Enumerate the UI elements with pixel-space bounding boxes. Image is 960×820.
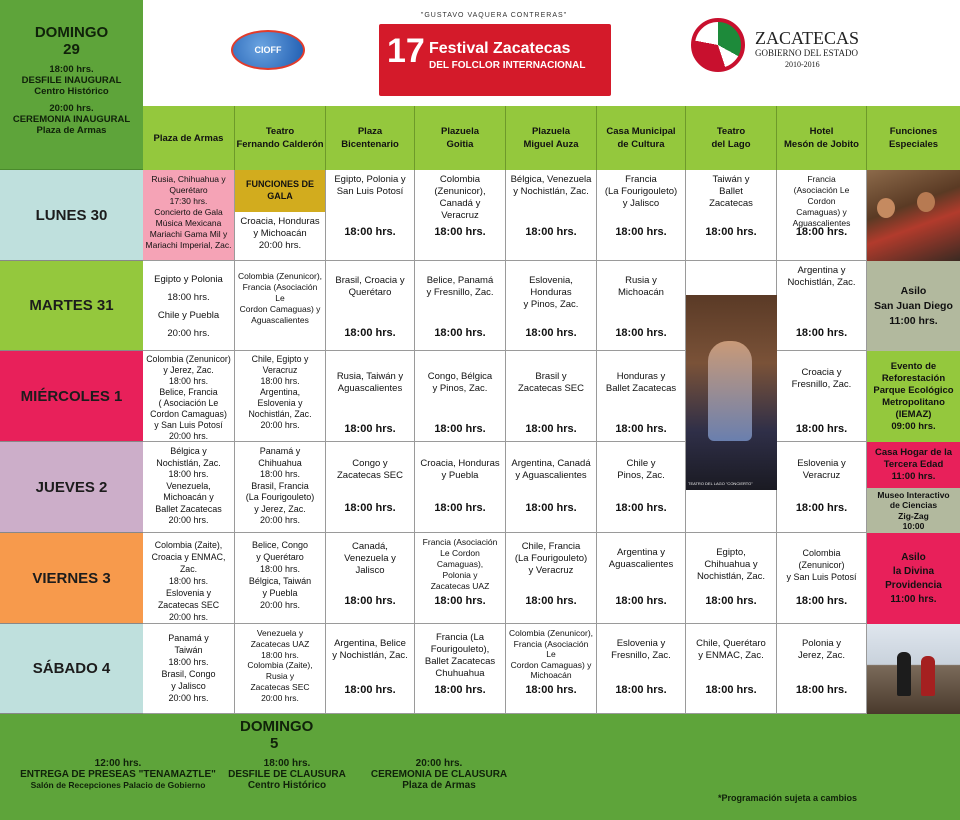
miercoles-bicentenario: [326, 351, 415, 442]
cell-text: Rusia y Michoacán: [618, 275, 664, 298]
lunes-goitia: [415, 170, 506, 261]
cell-hour: 18:00 hrs.: [615, 226, 667, 238]
cell-text: Rusia, Taiwán y Aguascalientes: [336, 371, 404, 394]
miercoles-plaza-armas: [143, 351, 235, 442]
jueves-bicentenario: [326, 442, 415, 533]
cell-text: Bélgica y Nochistlán, Zac. 18:00 hrs. Venezuela, Michoacán y Ballet Zacatecas 20:00 hrs.: [155, 446, 222, 525]
cell-text: Polonia y Jerez, Zac.: [798, 638, 845, 661]
cell-text: Eslovenia y Veracruz: [797, 458, 846, 481]
dancers-photo-bottom: [867, 624, 960, 714]
cell-text: Colombia (Zenunicor) y Jerez, Zac. 18:00 hrs. Belice, Francia ( Asociación Le Cordon Camaguas) y San Luis Potosí 20:00 hrs.: [146, 354, 231, 441]
cell-text: Congo, Bélgica y Pinos, Zac.: [427, 371, 493, 394]
cell-hour: 18:00 hrs.: [525, 684, 577, 696]
cell-text: Canadá, Venezuela y Jalisco: [344, 541, 396, 576]
sabado-casa-cultura: [597, 624, 686, 714]
cell-text: Francia (Asociación Le Cordon Camaguas), Polonia y Zacatecas UAZ: [422, 537, 498, 591]
event-preseas: [4, 758, 232, 790]
lunes-meson-jobito: [777, 170, 867, 261]
cioff-logo: [231, 30, 305, 70]
cell-text: Honduras y Ballet Zacatecas: [605, 371, 677, 394]
cell-hour: 18:00 hrs.: [615, 423, 667, 435]
cell-text: Belice, Congo y Querétaro 18:00 hrs. Bélgica, Taiwán y Puebla 20:00 hrs.: [248, 540, 312, 610]
cell-text: Argentina y Aguascalientes: [608, 547, 674, 570]
dancers-photo-top: [867, 170, 960, 261]
domingo-5-block: [0, 714, 960, 820]
sabado-goitia: [415, 624, 506, 714]
cell-hour: 18:00 hrs.: [795, 226, 848, 238]
cell-hour: 18:00 hrs.: [615, 684, 667, 696]
cell-text: Francia (La Fourigouleto) y Jalisco: [604, 174, 678, 209]
day-martes: MARTES 31: [0, 261, 143, 351]
event-preseas-time: 12:00 hrs.: [94, 758, 142, 769]
cell-text: Argentina, Canadá y Aguascalientes: [511, 458, 591, 481]
lunes-casa-cultura: [597, 170, 686, 261]
cell-hour: 18:00 hrs.: [525, 502, 577, 514]
special-jueves-b: Museo Interactivo de Ciencias Zig-Zag 10:00: [867, 488, 960, 533]
sabado-teatro-lago: [686, 624, 777, 714]
domingo-29-place1: Centro Histórico: [34, 86, 109, 97]
sabado-meson-jobito: [777, 624, 867, 714]
day-jueves: JUEVES 2: [0, 442, 143, 533]
cell-hour: 18:00 hrs.: [615, 595, 667, 607]
zacatecas-title: ZACATECAS: [755, 28, 860, 48]
domingo-29-time2: 20:00 hrs.: [49, 103, 94, 114]
special-jueves-a: Casa Hogar de la Tercera Edad 11:00 hrs.: [867, 442, 960, 488]
jueves-goitia: [415, 442, 506, 533]
domingo-5-num: 5: [270, 735, 279, 752]
festival-subtitle: DEL FOLCLOR INTERNACIONAL: [429, 60, 586, 71]
cell-text: Colombia (Zenunicor), Francia (Asociación Le Cordon Camaguas) y Michoacán: [508, 628, 594, 680]
cell-hour: 18:00 hrs.: [434, 595, 486, 607]
cell-text: Croacia, Honduras y Puebla: [420, 458, 500, 481]
cell-hour: 18:00 hrs.: [795, 595, 848, 607]
col-casa-cultura: Casa Municipal de Cultura: [597, 106, 686, 170]
cell-hour: 18:00 hrs.: [344, 502, 396, 514]
cell-hour: 18:00 hrs.: [344, 226, 396, 238]
jueves-auza: [506, 442, 597, 533]
event-preseas-place: Salón de Recepciones Palacio de Gobierno: [30, 780, 206, 790]
martes-teatro-calderon: [235, 261, 326, 351]
cell-text: Panamá y Taiwán 18:00 hrs. Brasil, Congo y Jalisco 20:00 hrs.: [161, 633, 216, 703]
cell-hour: 18:00 hrs.: [434, 226, 486, 238]
cell-hour: 18:00 hrs.: [344, 327, 396, 339]
cell-hour: 18:00 hrs.: [705, 595, 757, 607]
viernes-bicentenario: [326, 533, 415, 624]
cell-text: Francia (La Fourigouleto), Ballet Zacatecas Chuhuahua: [424, 632, 496, 679]
martes-bicentenario: [326, 261, 415, 351]
dancer-face-icon: [917, 192, 935, 212]
day-lunes: LUNES 30: [0, 170, 143, 261]
cell-text: Chile, Egipto y Veracruz 18:00 hrs. Argentina, Eslovenia y Nochistlán, Zac. 20:00 hrs.: [248, 354, 312, 430]
cell-text: Eslovenia, Honduras y Pinos, Zac.: [523, 275, 579, 310]
lunes-teatro-calderon: [235, 170, 326, 261]
sabado-teatro-calderon: [235, 624, 326, 714]
festival-tagline: "GUSTAVO VAQUERA CONTRERAS": [420, 12, 568, 19]
day-sabado: SÁBADO 4: [0, 624, 143, 714]
teatro-lago-photo: [686, 295, 777, 490]
cell-hour: 18:00 hrs.: [434, 502, 486, 514]
domingo-5-title: DOMINGO: [240, 718, 314, 735]
cell-text: Egipto, Polonia y San Luis Potosí: [334, 174, 406, 197]
cell-text: Rusia, Chihuahua y Querétaro 17:30 hrs. Concierto de Gala Música Mexicana Mariachi Gama Mil y Mariachi Imperial, Zac.: [145, 174, 232, 250]
miercoles-casa-cultura: [597, 351, 686, 442]
sabado-bicentenario: [326, 624, 415, 714]
cell-hour: 18:00 hrs.: [525, 327, 577, 339]
domingo-29-place2: Plaza de Armas: [36, 125, 107, 136]
day-viernes: VIERNES 3: [0, 533, 143, 624]
cell-hour: 18:00 hrs.: [525, 595, 577, 607]
cell-text: Taiwán y Ballet Zacatecas: [709, 174, 753, 209]
cell-text: Brasil y Zacatecas SEC: [518, 371, 584, 394]
miercoles-auza: [506, 351, 597, 442]
cell-hour: 18:00 hrs.: [615, 327, 667, 339]
event-preseas-name: ENTREGA DE PRESEAS "TENAMAZTLE": [20, 769, 216, 780]
cell-text: Chile, Querétaro y ENMAC, Zac.: [696, 638, 766, 661]
martes-meson-jobito: [777, 261, 867, 351]
col-teatro-lago: Teatro del Lago: [686, 106, 777, 170]
event-ceremonia-name: CEREMONIA DE CLAUSURA: [370, 769, 508, 780]
cell-hour: 18:00 hrs.: [344, 423, 396, 435]
cell-text: Congo y Zacatecas SEC: [337, 458, 403, 481]
col-plazuela-auza: Plazuela Miguel Auza: [506, 106, 597, 170]
dancer-face-icon: [877, 198, 895, 218]
teatro-lago-jueves-bottom: [686, 490, 777, 533]
domingo-29-block: [0, 0, 143, 170]
cell-hour: 18:00 hrs.: [795, 684, 848, 696]
festival-title: Festival Zacatecas: [429, 40, 571, 57]
jueves-meson-jobito: [777, 442, 867, 533]
event-ceremonia-place: Plaza de Armas: [402, 780, 476, 791]
martes-casa-cultura: [597, 261, 686, 351]
cell-text: Chile y Pinos, Zac.: [617, 458, 665, 481]
header-banner: [143, 0, 960, 106]
cioff-label: CIOFF: [254, 45, 282, 55]
lunes-plaza-armas: [143, 170, 235, 261]
domingo-29-title: DOMINGO: [34, 24, 109, 41]
cell-text: Colombia (Zaite), Croacia y ENMAC, Zac. 18:00 hrs. Eslovenia y Zacatecas SEC 20:00 hrs.: [151, 540, 226, 622]
zacatecas-subtitle: GOBIERNO DEL ESTADO: [755, 48, 858, 58]
schedule-note: *Programación sujeta a cambios: [718, 793, 858, 803]
cell-hour: 18:00 hrs.: [795, 327, 848, 339]
cell-hour: 18:00 hrs.: [434, 684, 486, 696]
martes-goitia: [415, 261, 506, 351]
cell-text: Eslovenia y Fresnillo, Zac.: [611, 638, 671, 661]
sabado-auza: [506, 624, 597, 714]
event-ceremonia-clausura: [360, 758, 518, 791]
event-desfile-time: 18:00 hrs.: [263, 758, 311, 769]
viernes-teatro-lago: [686, 533, 777, 624]
cell-hour: 18:00 hrs.: [705, 684, 757, 696]
cell-text: Croacia, Honduras y Michoacán 20:00 hrs.: [240, 216, 320, 251]
photo-caption: TEATRO DEL LAGO "CONCIERTO": [688, 481, 753, 486]
dancer-figure-icon: [921, 656, 935, 696]
jueves-casa-cultura: [597, 442, 686, 533]
special-miercoles: Evento de Reforestación Parque Ecológico Metropolitano (IEMAZ) 09:00 hrs.: [867, 351, 960, 442]
cell-text: Colombia (Zenunicor), Francia (Asociación Le Cordon Camaguas) y Aguascalientes: [237, 271, 323, 325]
festival-logo: [379, 24, 611, 96]
viernes-meson-jobito: [777, 533, 867, 624]
day-miercoles: MIÉRCOLES 1: [0, 351, 143, 442]
domingo-29-time1: 18:00 hrs.: [49, 64, 94, 75]
festival-number: 17: [387, 32, 425, 70]
cell-text: Egipto, Chihuahua y Nochistlán, Zac.: [696, 547, 766, 582]
sabado-plaza-armas: [143, 624, 235, 714]
col-plaza-bicentenario: Plaza Bicentenario: [326, 106, 415, 170]
event-desfile-clausura: [222, 758, 352, 791]
miercoles-goitia: [415, 351, 506, 442]
cell-text: Francia (Asociación Le Cordon Camaguas) y Aguascalientes: [792, 174, 851, 228]
cell-hour: 18:00 hrs.: [705, 226, 757, 238]
teatro-lago-martes-top: [686, 261, 777, 295]
cell-hour: 18:00 hrs.: [525, 226, 577, 238]
col-funciones-especiales: Funciones Especiales: [867, 106, 960, 170]
cell-text: Croacia y Fresnillo, Zac.: [791, 367, 852, 390]
lunes-bicentenario: [326, 170, 415, 261]
zacatecas-years: 2010-2016: [785, 60, 820, 69]
col-teatro-calderon: Teatro Fernando Calderón: [235, 106, 326, 170]
viernes-casa-cultura: [597, 533, 686, 624]
cell-text: Chile, Francia (La Fourigouleto) y Veracruz: [514, 541, 588, 576]
cell-hour: 18:00 hrs.: [615, 502, 667, 514]
viernes-teatro-calderon: [235, 533, 326, 624]
martes-plaza-armas: [143, 261, 235, 351]
domingo-29-event2: CEREMONIA INAUGURAL: [12, 114, 131, 125]
special-martes: Asilo San Juan Diego 11:00 hrs.: [867, 261, 960, 351]
miercoles-meson-jobito: [777, 351, 867, 442]
event-desfile-name: DESFILE DE CLAUSURA: [228, 769, 346, 780]
cell-text: Belice, Panamá y Fresnillo, Zac.: [426, 275, 494, 298]
cell-text: Venezuela y Zacatecas UAZ 18:00 hrs. Colombia (Zaite), Rusia y Zacatecas SEC 20:00 hrs.: [247, 628, 313, 703]
cell-text: Brasil, Croacia y Querétaro: [335, 275, 405, 298]
miercoles-teatro-calderon: [235, 351, 326, 442]
cell-hour: 18:00 hrs.: [434, 423, 486, 435]
cell-hour: 18:00 hrs.: [434, 327, 486, 339]
dancer-figure-icon: [708, 341, 752, 441]
cell-text: Egipto y Polonia 18:00 hrs. Chile y Puebla 20:00 hrs.: [154, 274, 223, 339]
cell-hour: 18:00 hrs.: [795, 423, 848, 435]
cell-text: Colombia (Zenunicor), Canadá y Veracruz: [434, 174, 486, 221]
cell-text: Argentina y Nochistlán, Zac.: [787, 265, 856, 288]
zacatecas-emblem: [691, 18, 745, 72]
cell-text: Argentina, Belice y Nochistlán, Zac.: [332, 638, 408, 661]
col-plaza-armas: Plaza de Armas: [143, 106, 235, 170]
special-viernes: Asilo la Divina Providencia 11:00 hrs.: [867, 533, 960, 624]
lunes-teatro-lago: [686, 170, 777, 261]
domingo-29-num: 29: [63, 41, 80, 58]
viernes-goitia: [415, 533, 506, 624]
cell-text: Panamá y Chihuahua 18:00 hrs. Brasil, Francia (La Fourigouleto) y Jerez, Zac. 20:00 hrs.: [245, 446, 315, 525]
viernes-plaza-armas: [143, 533, 235, 624]
jueves-teatro-calderon: [235, 442, 326, 533]
col-plazuela-goitia: Plazuela Goitia: [415, 106, 506, 170]
cell-hour: 18:00 hrs.: [525, 423, 577, 435]
event-desfile-place: Centro Histórico: [247, 780, 327, 791]
domingo-29-event1: DESFILE INAUGURAL: [21, 75, 122, 86]
col-meson-jobito: Hotel Mesón de Jobito: [777, 106, 867, 170]
cell-text: Colombia (Zenunicor) y San Luis Potosí: [786, 548, 857, 582]
cell-hour: 18:00 hrs.: [344, 595, 396, 607]
lunes-auza: [506, 170, 597, 261]
martes-auza: [506, 261, 597, 351]
cell-hour: 18:00 hrs.: [344, 684, 396, 696]
funciones-gala-badge: FUNCIONES DE GALA: [235, 170, 325, 212]
dancer-figure-icon: [897, 652, 911, 696]
jueves-plaza-armas: [143, 442, 235, 533]
viernes-auza: [506, 533, 597, 624]
event-ceremonia-time: 20:00 hrs.: [415, 758, 463, 769]
cell-hour: 18:00 hrs.: [795, 502, 848, 514]
cell-text: Bélgica, Venezuela y Nochistlán, Zac.: [510, 174, 592, 197]
